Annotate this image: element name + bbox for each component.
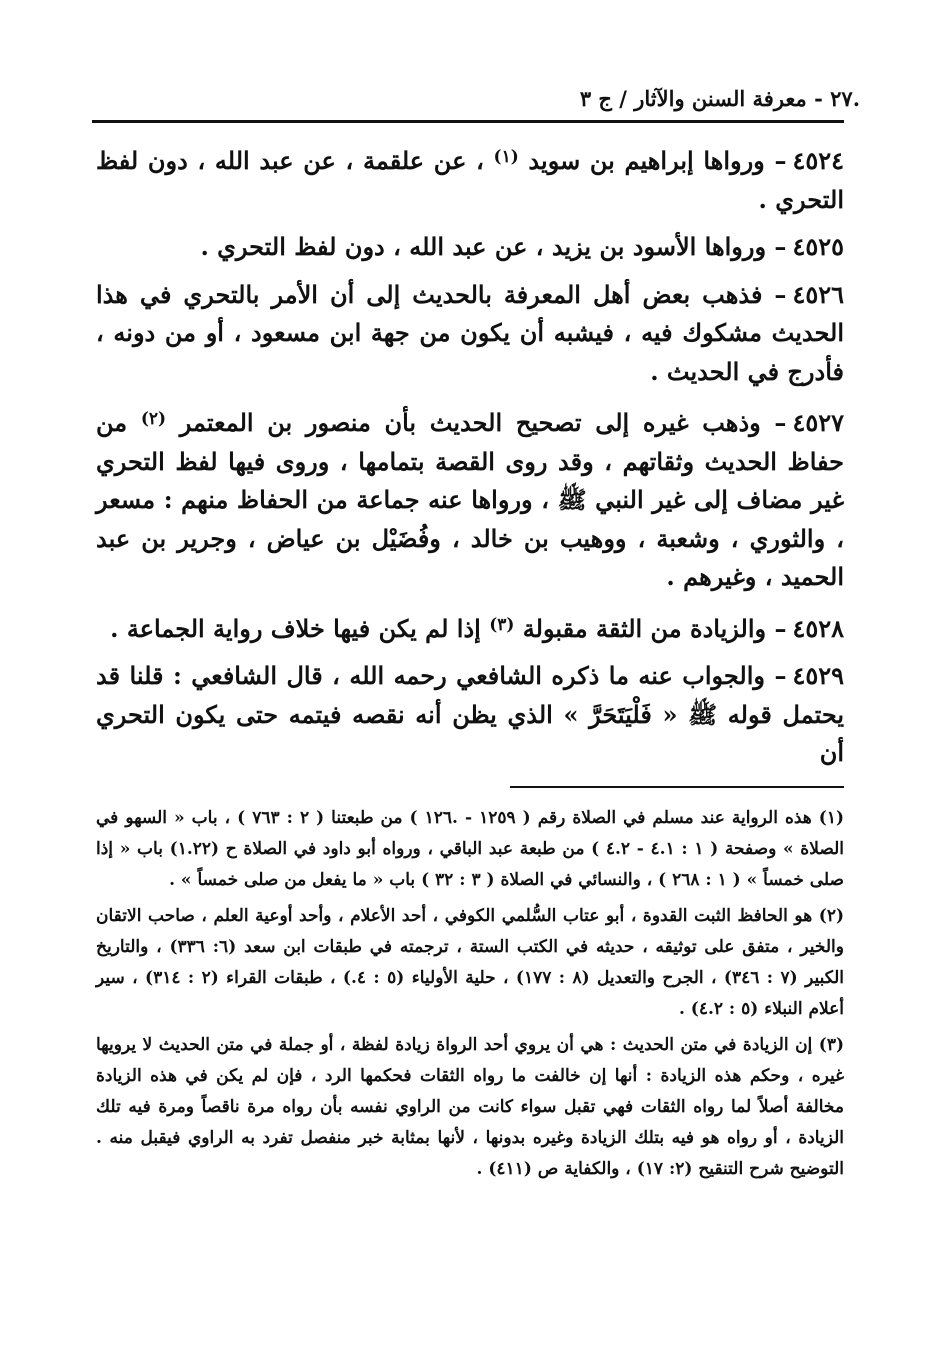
paragraph-4525 (96, 228, 844, 267)
paragraph-4527 (96, 400, 844, 597)
paragraph-number: ٤٥٢٤ (792, 146, 845, 175)
footnote-ref: (١) (493, 147, 519, 167)
paragraph-4529 (96, 657, 844, 773)
paragraph-text: إذا لم يكن فيها خلاف رواية الجماعة . (110, 613, 490, 643)
footnote-3: (٣) إن الزيادة في متن الحديث : هي أن يروي أحد الرواة زيادة لفظة ، أو جملة في متن الحديث لا يرويها غيره ، وحكم هذه الزيادة : أنها إن خالفت ما رواه الثقات فحكمها الرد ، فإن لم يكن في هذه الزيادة مخالفة أصلاً لما رواه الثقات فهي تقبل سواء كانت من الراوي نفسه بأن رواه مرة ناقصاً ومرة فيه تلك الزيادة ، أو رواه هو فيه بتلك الزيادة وغيره بدونها ، لأنها بمثابة خبر منفصل تفرد به الراوي فيقبل منه . التوضيح شرح التنقيح (٢: ١٧) ، والكفاية ص (٤١١) . (96, 1035, 844, 1179)
footnote-divider (510, 786, 844, 788)
footnote-2: (٢) هو الحافظ الثبت القدوة ، أبو عتاب السُّلمي الكوفي ، أحد الأعلام ، وأحد أوعية العلم ، صاحب الاتقان والخير ، متفق على توثيقه ، حديثه في الكتب الستة ، ترجمته في طبقات ابن سعد (٦: ٣٣٦) ، والتاريخ الكبير (٧ : ٣٤٦) ، الجرح والتعديل (٨ : ١٧٧) ، حلية الأولياء (٥ : ٤.) ، طبقات القراء (٢ : ٣١٤) ، سير أعلام النبلاء (٥ : ٤.٢) . (96, 906, 845, 1019)
paragraph-text: من حفاظ الحديث وثقاتهم ، وقد روى القصة بتمامها ، وروى فيها لفظ التحري غير مضاف إلى غير النبي ﷺ ، ورواها عنه جماعة من الحفاظ منهم : مسعر ، والثوري ، وشعبة ، ووهيب بن خالد ، وفُضَيْل بن عياض ، وجرير بن عبد الحميد ، وغيرهم . (96, 408, 844, 591)
paragraph-text: – وذهب غيره إلى تصحيح الحديث بأن منصور بن المعتمر (166, 408, 787, 437)
footnote-ref: (٣) (489, 614, 515, 635)
paragraph-text: ، عن علقمة ، عن عبد الله ، دون لفظ التحري . (96, 146, 844, 214)
paragraph-number: ٤٥٢٥ (792, 232, 844, 261)
footnotes (96, 803, 844, 1190)
paragraph-text: – والجواب عنه ما ذكره الشافعي رحمه الله ، قال الشافعي : قلنا قد يحتمل قوله ﷺ « فَلْيَتَحَرَّ » الذي يظن أنه نقصه فيتمه حتى يكون التحري أن (96, 661, 844, 767)
footnote-1: (١) هذه الرواية عند مسلم في الصلاة رقم ( ١٢٥٩ - .١٢٦ ) من طبعتنا ( ٢ : ٧٦٣ ) ، باب « السهو في الصلاة » وصفحة ( ١ : ٤.١ - ٤.٢ ) من طبعة عبد الباقي ، ورواه أبو داود في الصلاة ح (١.٢٢) باب « إذا صلى خمساً » ( ١ : ٢٦٨ ) ، والنسائي في الصلاة ( ٣ : ٣٢ ) باب « ما يفعل من صلى خمساً » . (96, 808, 845, 890)
main-text (96, 138, 844, 782)
footnote-ref: (٢) (140, 409, 167, 429)
paragraph-number: ٤٥٢٦ (792, 279, 844, 309)
paragraph-text: – ورواها الأسود بن يزيد ، عن عبد الله ، دون لفظ التحري . (200, 232, 787, 261)
paragraph-text: – فذهب بعض أهل المعرفة بالحديث إلى أن الأمر بالتحري في هذا الحديث مشكوك فيه ، فيشبه أن يكون من جهة ابن مسعود ، أو من دونه ، فأدرج في الحديث . (96, 279, 844, 386)
paragraph-text: – ورواها إبراهيم بن سويد (518, 146, 787, 175)
paragraph-number: ٤٥٢٨ (792, 613, 844, 643)
page-header: .٢٧ - معرفة السنن والآثار / ج ٣ (579, 86, 860, 111)
paragraph-4526 (96, 276, 844, 392)
paragraph-text: – والزيادة من الثقة مقبولة (514, 613, 787, 643)
paragraph-number: ٤٥٢٩ (792, 661, 844, 690)
paragraph-number: ٤٥٢٧ (792, 408, 844, 437)
header-divider (92, 120, 844, 123)
paragraph-4524 (96, 138, 844, 219)
paragraph-4528 (96, 606, 844, 649)
